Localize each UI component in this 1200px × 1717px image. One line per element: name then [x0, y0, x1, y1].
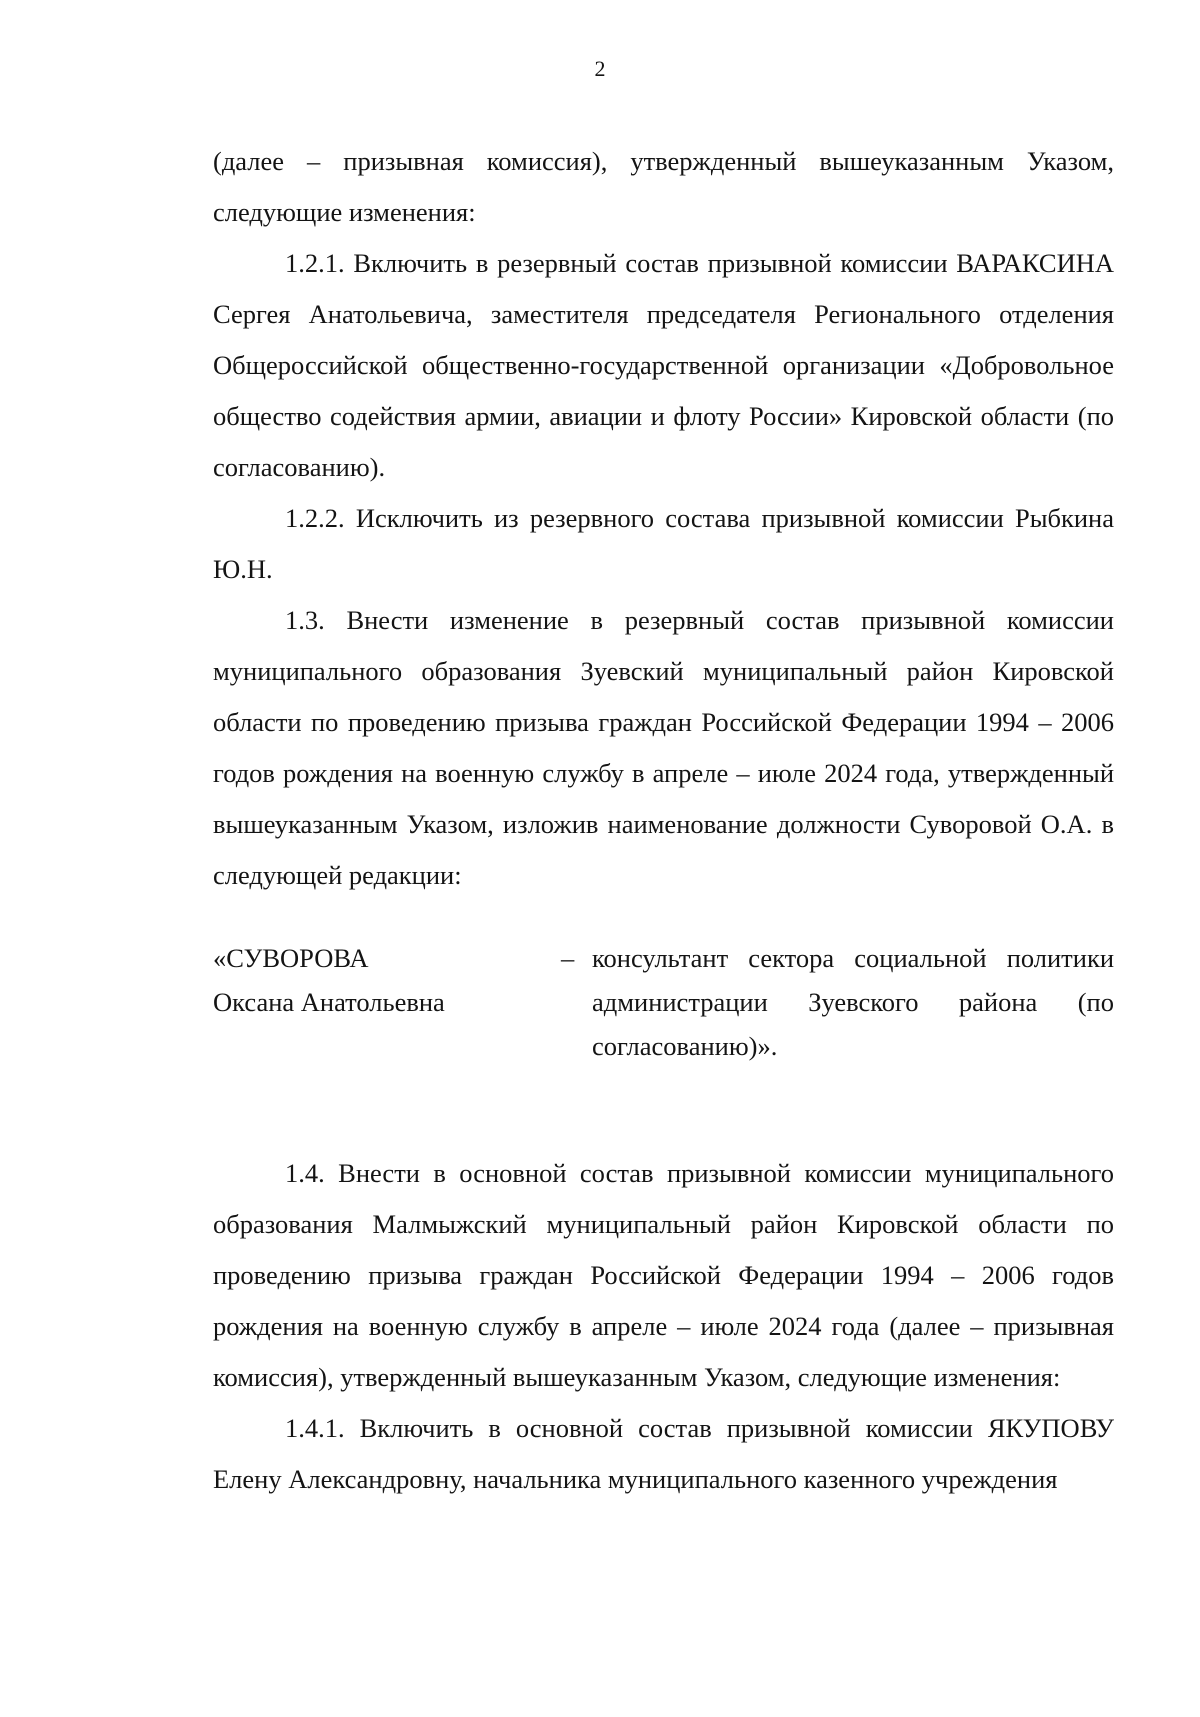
document-body	[213, 136, 1114, 1505]
member-surname: «СУВОРОВА	[213, 943, 369, 973]
member-given-name: Оксана Анатольевна	[213, 987, 445, 1017]
paragraph-1-4-1: 1.4.1. Включить в основной состав призывной комиссии ЯКУПОВУ Елену Александровну, начальника муниципального казенного учреждения	[213, 1413, 1114, 1494]
member-name-cell	[213, 936, 561, 1068]
member-entry	[213, 936, 1114, 1068]
member-dash: –	[561, 943, 575, 973]
paragraph-1-4: 1.4. Внести в основной состав призывной комиссии муниципального образования Малмыжский муниципальный район Кировской области по проведению призыва граждан Российской Федерации 1994 – 2006 годов рождения на военную службу в апреле – июле 2024 года (далее – призывная комиссия), утвержденный вышеуказанным Указом, следующие изменения:	[213, 1158, 1114, 1392]
paragraph-continuation: (далее – призывная комиссия), утвержденный вышеуказанным Указом, следующие изменения:	[213, 146, 1114, 227]
paragraph-1-2-1: 1.2.1. Включить в резервный состав призывной комиссии ВАРАКСИНА Сергея Анатольевича, заместителя председателя Регионального отделения Общероссийской общественно-государственной организации «Добровольное общество содействия армии, авиации и флоту России» Кировской области (по согласованию).	[213, 248, 1114, 482]
page-number: 2	[594, 56, 606, 81]
member-position: консультант сектора социальной политики администрации Зуевского района (по согласованию)».	[592, 943, 1114, 1061]
paragraph-1-3: 1.3. Внести изменение в резервный состав призывной комиссии муниципального образования Зуевский муниципальный район Кировской области по проведению призыва граждан Российской Федерации 1994 – 2006 годов рождения на военную службу в апреле – июле 2024 года, утвержденный вышеуказанным Указом, изложив наименование должности Суворовой О.А. в следующей редакции:	[213, 605, 1114, 890]
paragraph-1-2-2: 1.2.2. Исключить из резервного состава призывной комиссии Рыбкина Ю.Н.	[213, 503, 1114, 584]
